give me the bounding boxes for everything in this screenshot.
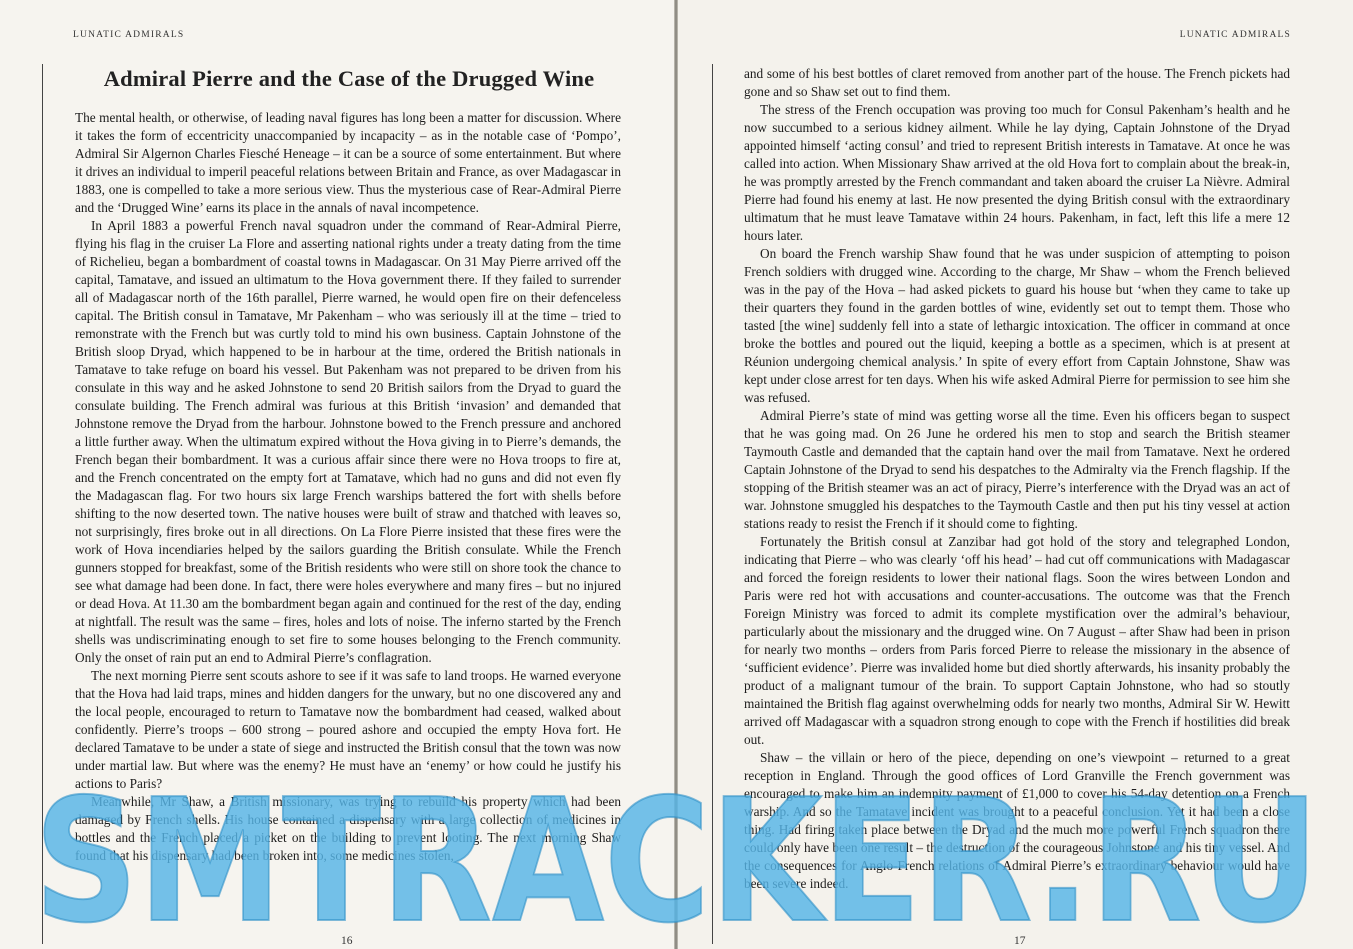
paragraph: The stress of the French occupation was proving too much for Consul Pakenham’s health and he now succumbed to a serious kidney ailment. While he lay dying, Captain Johnstone of the Dryad appointed himself ‘acting consul’ and tried to represent British interests in Tamatave. At once he was called into action. When Missionary Shaw arrived at the old Hova fort to complain about the break-in, he was promptly arrested by the French commandant and taken aboard the cruiser La Nièvre. Admiral Pierre had found his enemy at last. He now presented the dying British consul with the extraordinary ultimatum that he must leave Tamatave within 24 hours. Pakenham, in fact, left this life a mere 12 hours later. — [744, 102, 1290, 243]
paragraph: On board the French warship Shaw found that he was under suspicion of attempting to poison French soldiers with drugged wine. According to the charge, Mr Shaw – whom the French believed was in the pay of the Hova – had asked pickets to guard his house but ‘when they came to take up their quarters they found in the garden bottles of wine, evidently set out to tempt them. Those who tasted [the wine] suddenly fell into a state of lethargic intoxication. The officer in command at once broke the bottles and poured out the liquid, keeping a bottle as a specimen, which is at present at Réunion undergoing chemical analysis.’ In spite of every effort from Captain Johnstone, Shaw was kept under close arrest for ten days. When his wife asked Admiral Pierre for permission to see him she was refused. — [744, 246, 1290, 405]
left-page — [0, 0, 674, 949]
column-rule-right — [712, 64, 713, 944]
right-page — [678, 0, 1353, 949]
paragraph: Admiral Pierre’s state of mind was getting worse all the time. Even his officers began to suspect that he was going mad. On 26 June he ordered his men to stop and search the British steamer Taymouth Castle and demanded that the captain hand over the mail from Tamatave. Next he ordered Captain Johnstone of the Dryad to send his despatches to the Admiralty via the French flagship. If the stopping of the British steamer was an act of piracy, Pierre’s interference with the Dryad was an act of war. Johnstone smuggled his despatches to the Taymouth Castle and then put his tiny vessel at action stations ready to resist the French if it should come to fighting. — [744, 408, 1290, 531]
paragraph: Fortunately the British consul at Zanzibar had got hold of the story and telegraphed London, indicating that Pierre – who was clearly ‘off his head’ – had cut off communications with Madagascar and forced the foreign residents to lower their national flags. Soon the wires between London and Paris were red hot with accusations and counter-accusations. The outcome was that the French Foreign Ministry was forced to admit its complete mystification over the admiral’s behaviour, particularly about the missionary and the drugged wine. On 7 August – after Shaw had been in prison for nearly two months – orders from Paris forced Pierre to release the missionary in the absence of ‘sufficient evidence’. Pierre was invalided home but died shortly afterwards, his insanity probably the product of a malignant tumour of the brain. To support Captain Johnstone, who had so stoutly maintained the British flag against overwhelming odds for nearly two months, Admiral Sir W. Hewitt arrived off Madagascar with a squadron strong enough to cope with the French if hostilities did break out. — [744, 534, 1290, 747]
running-head-left: LUNATIC ADMIRALS — [73, 30, 185, 40]
page-number-right: 17 — [1014, 935, 1026, 947]
paragraph: Shaw – the villain or hero of the piece, depending on one’s viewpoint – returned to a great reception in England. Through the good offices of Lord Granville the French government was encouraged to make him an indemnity payment of £1,000 to cover his 54-day detention on a French warship. And so the Tamatave incident was brought to a peaceful conclusion. Yet it had been a close thing. Had firing taken place between the Dryad and the much more powerful French squadron there could only have been one result – the destruction of the courageous Johnstone and his tiny vessel. And the consequences for Anglo-French relations of Admiral Pierre’s extraordinary behaviour would have been severe indeed. — [744, 750, 1290, 891]
paragraph: In April 1883 a powerful French naval squadron under the command of Rear-Admiral Pierre, flying his flag in the cruiser La Flore and asserting national rights under a treaty dating from the time of Richelieu, began a bombardment of coastal towns in Madagascar. On 31 May Pierre arrived off the capital, Tamatave, and issued an ultimatum to the Hova government there. If they failed to surrender all of Madagascar north of the 16th parallel, Pierre warned, he would open fire on their defenceless capital. The British consul in Tamatave, Mr Pakenham – who was seriously ill at the time – tried to remonstrate with the French but was curtly told to mind his own business. Captain Johnstone of the British sloop Dryad, which happened to be in harbour at the time, ordered the British nationals in Tamatave to take refuge on board his vessel. But Pakenham was not prepared to be driven from his consulate in this way and he asked Johnstone to send 20 British sailors from the Dryad to guard the consulate building. The French admiral was furious at this British ‘invasion’ and demanded that Johnstone remove the Dryad from the harbour. Johnstone bowed to the French pressure and anchored a little further away. When the ultimatum expired without the Hova giving in to Pierre’s demands, the French began their bombardment. It was a curious affair since there were no Hova troops to fire at, and the French concentrated on the empty fort at Tamatave, which had no guns and did not even fly the Madagascan flag. For two hours six large French warships battered the fort with shells before shifting to the now deserted town. The native houses were built of straw and thatched with leaves so, not surprisingly, fires broke out in all directions. On La Flore Pierre insisted that these fires were the work of Hova incendiaries helped by the sailors guarding the British consulate. While the French gunners stopped for breakfast, some of the British residents who were still on shore took the chance to see what damage had been done. In fact, there were holes everywhere and many fires – but no injured or dead Hova. At 11.30 am the bombardment began again and continued for the rest of the day, ending at nightfall. The result was the same – fires, holes and lots of noise. The inferno started by the French shells was undiscriminating enough to set fire to some houses belonging to the French community. Only the onset of rain put an end to Admiral Pierre’s conflagration. — [75, 218, 621, 665]
left-body-text — [75, 109, 621, 865]
right-body-text — [744, 65, 1290, 893]
watermark-text: SMTRACKER.RU — [34, 770, 1319, 935]
paragraph: Meanwhile, Mr Shaw, a British missionary, was trying to rebuild his property which had been damaged by French shells. His house contained a dispensary with a large collection of medicines in bottles and the French placed a picket on the building to prevent looting. The next morning Shaw found that his dispensary had been broken into, some medicines stolen, — [75, 794, 621, 863]
column-rule-left — [42, 64, 43, 944]
page-number-left: 16 — [341, 935, 353, 947]
chapter-title: Admiral Pierre and the Case of the Drugged Wine — [103, 66, 595, 91]
running-head-right: LUNATIC ADMIRALS — [1179, 30, 1291, 40]
paragraph: and some of his best bottles of claret removed from another part of the house. The French pickets had gone and so Shaw set out to find them. — [744, 66, 1290, 99]
paragraph: The mental health, or otherwise, of leading naval figures has long been a matter for discussion. Where it takes the form of eccentricity unaccompanied by incapacity – as in the notable case of ‘Pompo’, Admiral Sir Algernon Charles Fiesché Heneage – it can be a source of some entertainment. But where it drives an individual to imperil peaceful relations between Britain and France, as over Madagascar in 1883, one is compelled to take a more serious view. Thus the mysterious case of Rear-Admiral Pierre and the ‘Drugged Wine’ earns its place in the annals of naval incompetence. — [75, 110, 621, 215]
paragraph: The next morning Pierre sent scouts ashore to see if it was safe to land troops. He warned everyone that the Hova had laid traps, mines and hidden dangers for the unwary, but no one discovered any and the local people, encouraged to return to Tamatave now the bombardment had ceased, walked about confidently. Pierre’s troops – 600 strong – poured ashore and occupied the empty Hova fort. He declared Tamatave to be under a state of siege and instructed the British consul that the town was now under martial law. But where was the enemy? He must have an ‘enemy’ or how could he justify his actions to Paris? — [75, 668, 621, 791]
